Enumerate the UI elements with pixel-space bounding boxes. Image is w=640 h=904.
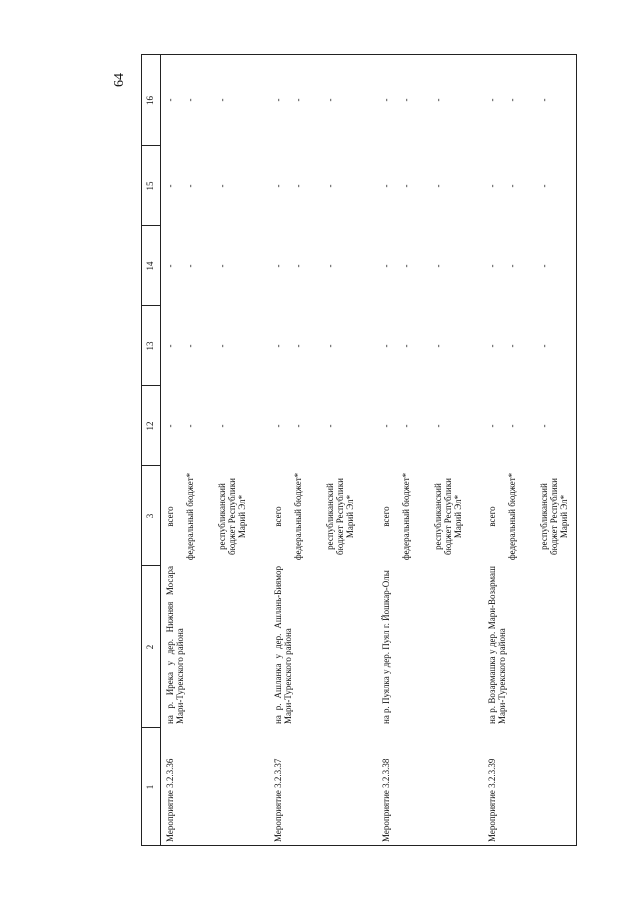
row-description: на р. Ашланка у дер. Ашлань-Биямор Мари-Турекского района xyxy=(273,566,293,724)
empty-cell-dash: - xyxy=(273,184,283,188)
row-id: Мероприятие 3.2.3.37 xyxy=(273,758,283,842)
empty-cell-dash: - xyxy=(539,264,549,268)
budget-republic-label: республиканский бюджет Республики Марий Эл* xyxy=(433,478,463,555)
empty-cell-dash: - xyxy=(381,184,391,188)
empty-cell-dash: - xyxy=(325,344,335,348)
empty-cell-dash: - xyxy=(185,344,195,348)
empty-cell-dash: - xyxy=(539,344,549,348)
budget-federal-label: федеральный бюджет* xyxy=(293,472,303,561)
empty-cell-dash: - xyxy=(433,344,443,348)
empty-cell-dash: - xyxy=(487,184,497,188)
empty-cell-dash: - xyxy=(165,264,175,268)
empty-cell-dash: - xyxy=(325,98,335,102)
col-header: 15 xyxy=(145,181,155,191)
row-id: Мероприятие 3.2.3.39 xyxy=(487,758,497,842)
table-left-border xyxy=(141,845,577,846)
empty-cell-dash: - xyxy=(185,184,195,188)
empty-cell-dash: - xyxy=(539,184,549,188)
empty-cell-dash: - xyxy=(401,344,411,348)
row-id: Мероприятие 3.2.3.36 xyxy=(165,758,175,842)
budget-federal-label: федеральный бюджет* xyxy=(185,472,195,561)
empty-cell-dash: - xyxy=(217,424,227,428)
empty-cell-dash: - xyxy=(381,344,391,348)
empty-cell-dash: - xyxy=(185,424,195,428)
empty-cell-dash: - xyxy=(273,264,283,268)
empty-cell-dash: - xyxy=(165,344,175,348)
empty-cell-dash: - xyxy=(381,424,391,428)
budget-republic-label: республиканский бюджет Республики Марий Эл* xyxy=(325,478,355,555)
col-header: 12 xyxy=(145,421,155,431)
empty-cell-dash: - xyxy=(293,264,303,268)
empty-cell-dash: - xyxy=(401,264,411,268)
empty-cell-dash: - xyxy=(185,98,195,102)
row-id: Мероприятие 3.2.3.38 xyxy=(381,758,391,842)
col-header: 14 xyxy=(145,261,155,271)
empty-cell-dash: - xyxy=(165,184,175,188)
budget-federal-label: федеральный бюджет* xyxy=(507,472,517,561)
empty-cell-dash: - xyxy=(487,98,497,102)
empty-cell-dash: - xyxy=(293,424,303,428)
empty-cell-dash: - xyxy=(487,344,497,348)
col-header: 13 xyxy=(145,341,155,351)
rotated-table xyxy=(141,54,577,846)
empty-cell-dash: - xyxy=(487,264,497,268)
col-header: 2 xyxy=(145,644,155,650)
empty-cell-dash: - xyxy=(507,264,517,268)
empty-cell-dash: - xyxy=(273,98,283,102)
empty-cell-dash: - xyxy=(507,344,517,348)
col-header: 3 xyxy=(145,513,155,519)
empty-cell-dash: - xyxy=(217,98,227,102)
row-description: на р. Ирека у дер. Нижняя Мосара Мари-Турекского района xyxy=(165,566,185,724)
row-description: на р. Пуялка у дер. Пуял г. Йошкар-Олы xyxy=(381,570,391,724)
empty-cell-dash: - xyxy=(325,424,335,428)
empty-cell-dash: - xyxy=(401,424,411,428)
empty-cell-dash: - xyxy=(165,98,175,102)
empty-cell-dash: - xyxy=(401,184,411,188)
empty-cell-dash: - xyxy=(539,98,549,102)
empty-cell-dash: - xyxy=(539,424,549,428)
budget-total-label: всего xyxy=(165,506,175,527)
budget-total-label: всего xyxy=(273,506,283,527)
budget-republic-label: республиканский бюджет Республики Марий Эл* xyxy=(539,478,569,555)
budget-total-label: всего xyxy=(381,506,391,527)
empty-cell-dash: - xyxy=(273,344,283,348)
empty-cell-dash: - xyxy=(293,98,303,102)
empty-cell-dash: - xyxy=(381,264,391,268)
empty-cell-dash: - xyxy=(293,184,303,188)
empty-cell-dash: - xyxy=(487,424,497,428)
empty-cell-dash: - xyxy=(273,424,283,428)
empty-cell-dash: - xyxy=(433,424,443,428)
empty-cell-dash: - xyxy=(507,424,517,428)
empty-cell-dash: - xyxy=(325,184,335,188)
empty-cell-dash: - xyxy=(433,184,443,188)
empty-cell-dash: - xyxy=(433,98,443,102)
budget-republic-label: республиканский бюджет Республики Марий Эл* xyxy=(217,478,247,555)
empty-cell-dash: - xyxy=(217,184,227,188)
row-description: на р. Возармашка у дер. Мари-Возармаш Мари-Турекского района xyxy=(487,566,507,724)
budget-federal-label: федеральный бюджет* xyxy=(401,472,411,561)
empty-cell-dash: - xyxy=(293,344,303,348)
budget-total-label: всего xyxy=(487,506,497,527)
empty-cell-dash: - xyxy=(507,184,517,188)
table-bottom-border xyxy=(576,54,577,846)
table-right-border xyxy=(141,54,577,55)
col-header: 16 xyxy=(145,96,155,105)
empty-cell-dash: - xyxy=(433,264,443,268)
empty-cell-dash: - xyxy=(507,98,517,102)
empty-cell-dash: - xyxy=(325,264,335,268)
empty-cell-dash: - xyxy=(217,264,227,268)
page-number: 64 xyxy=(112,73,127,87)
empty-cell-dash: - xyxy=(401,98,411,102)
empty-cell-dash: - xyxy=(381,98,391,102)
empty-cell-dash: - xyxy=(185,264,195,268)
empty-cell-dash: - xyxy=(217,344,227,348)
col-header: 1 xyxy=(145,784,155,790)
empty-cell-dash: - xyxy=(165,424,175,428)
